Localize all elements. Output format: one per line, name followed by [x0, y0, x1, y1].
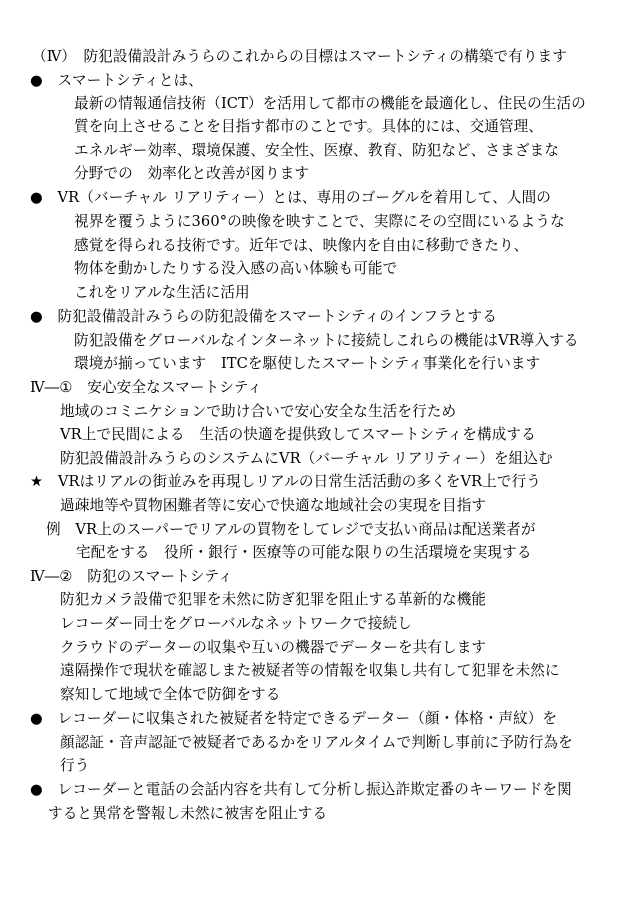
text-line: 宅配をする 役所・銀行・医療等の可能な限りの生活環境を実現する: [76, 544, 532, 561]
bullet-recorder-data: ● レコーダーに収集された被疑者を特定できるデーター（顔・体格・声紋）を: [30, 710, 558, 727]
section-iv-2-heading: Ⅳ―② 防犯のスマートシティ: [30, 568, 233, 585]
star-item-vr-town: ★ VRはリアルの街並みを再現しリアルの日常生活活動の多くをVR上で行う: [30, 473, 541, 490]
text-line: エネルギー効率、環境保護、安全性、医療、教育、防犯など、さまざまな: [74, 142, 559, 159]
text-line: 物体を動かしたりする没入感の高い体験も可能で: [74, 260, 398, 277]
bullet-vr-definition: ● VR（バーチャル リアリティー）とは、専用のゴーグルを着用して、人間の: [30, 189, 551, 206]
text-line: すると異常を警報し未然に被害を阻止する: [48, 805, 328, 822]
section-iv-1-heading: Ⅳ―① 安心安全なスマートシティ: [30, 379, 263, 396]
section-iv-heading: （Ⅳ） 防犯設備設計みうらのこれからの目標はスマートシティの構築で有ります: [32, 48, 567, 65]
text-line: 環境が揃っています ITCを駆使したスマートシティ事業化を行います: [74, 355, 541, 372]
text-line: 分野での 効率化と改善が図ります: [74, 165, 310, 182]
text-line: レコーダー同士をグローバルなネットワークで接続し: [60, 615, 412, 632]
text-line: これをリアルな生活に活用: [74, 284, 250, 301]
bullet-phone-analysis: ● レコーダーと電話の会話内容を共有して分析し振込詐欺定番のキーワードを関: [30, 781, 572, 798]
text-line: 遠隔操作で現状を確認しまた被疑者等の情報を収集し共有して犯罪を未然に: [60, 662, 560, 679]
text-line: 感覚を得られる技術です。近年では、映像内を自由に移動できたり、: [74, 237, 529, 254]
text-line: 質を向上させることを目指す都市のことです。具体的には、交通管理、: [74, 118, 544, 135]
text-line: 防犯設備設計みうらのシステムにVR（バーチャル リアリティー）を組込む: [60, 450, 553, 467]
text-line: 顔認証・音声認証で被疑者であるかをリアルタイムで判断し事前に予防行為を: [60, 734, 573, 751]
text-line: 過疎地等や買物困難者等に安心で快適な地域社会の実現を目指す: [60, 497, 487, 514]
bullet-infrastructure: ● 防犯設備設計みうらの防犯設備をスマートシティのインフラとする: [30, 308, 497, 325]
text-line: 察知して地域で全体で防御をする: [60, 686, 281, 703]
bullet-smart-city: ● スマートシティとは、: [30, 72, 204, 89]
example-line: 例 VR上のスーパーでリアルの買物をしてレジで支払い商品は配送業者が: [46, 521, 536, 538]
text-line: 行う: [60, 757, 90, 774]
text-line: 最新の情報通信技術（ICT）を活用して都市の機能を最適化し、住民の生活の: [74, 95, 586, 112]
text-line: 防犯設備をグローバルなインターネットに接続しこれらの機能はVR導入する: [74, 332, 579, 349]
text-line: VR上で民間による 生活の快適を提供致してスマートシティを構成する: [60, 426, 536, 443]
text-line: 視界を覆うように360°の映像を映すことで、実際にその空間にいるような: [74, 213, 565, 230]
text-line: 地域のコミニケションで助け合いで安心安全な生活を行ため: [60, 403, 457, 420]
text-line: 防犯カメラ設備で犯罪を未然に防ぎ犯罪を阻止する革新的な機能: [60, 591, 487, 608]
text-line: クラウドのデーターの収集や互いの機器でデーターを共有します: [60, 639, 487, 656]
